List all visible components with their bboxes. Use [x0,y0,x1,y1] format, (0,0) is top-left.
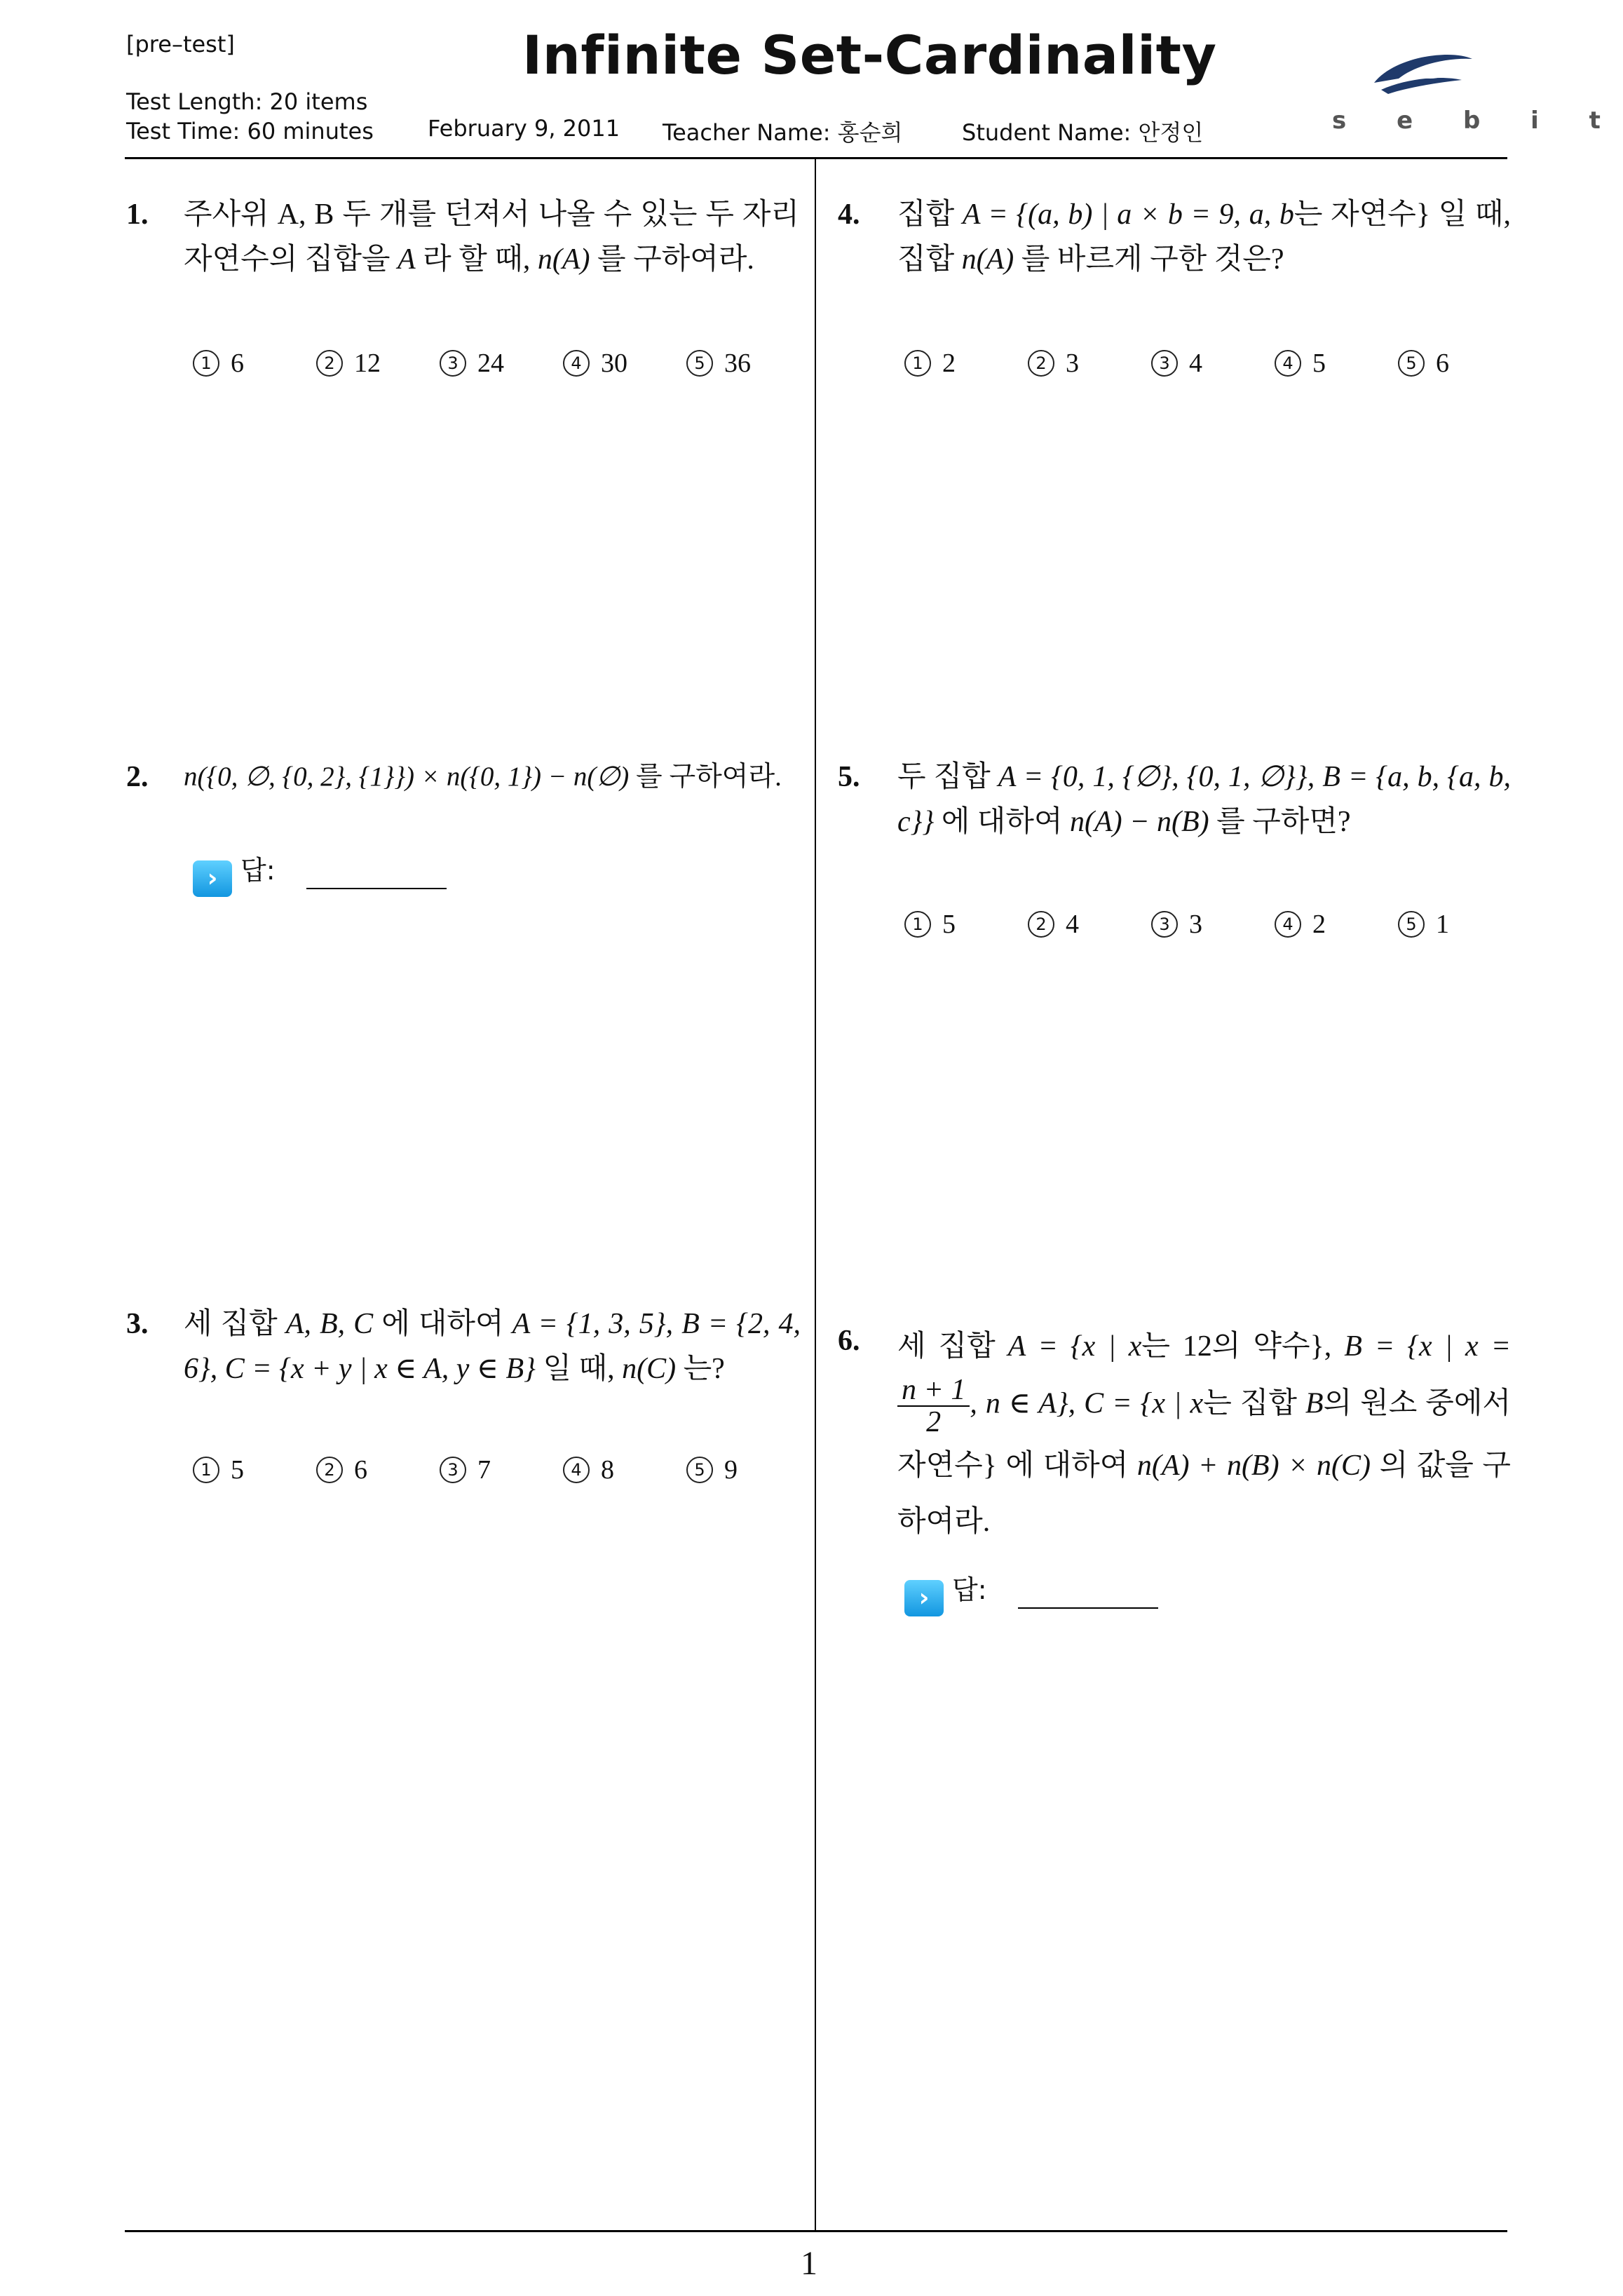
test-length: Test Length: 20 items [126,88,368,115]
teacher-name: Teacher Name: 홍순희 [663,119,903,146]
q4-text-a: 집합 [897,198,963,231]
q3-choice-5[interactable]: 5 9 [686,1454,810,1485]
q4-expr-a: A = {(a, b) | a × b = 9, a, b [962,198,1294,231]
question-4-number: 4. [838,198,860,231]
question-2-number: 2. [126,761,149,793]
q4-choice-5[interactable]: 5 6 [1398,348,1521,379]
sebit-logo [1332,49,1622,140]
q6-expr-a: A = {x | x [1007,1330,1142,1363]
question-4-text [897,192,1511,282]
q5-choice-3[interactable]: 3 3 [1151,909,1275,940]
student-name: Student Name: 안정인 [962,119,1204,146]
q1-var: A [398,243,416,276]
q4-text-c: 를 바르게 구한 것은? [1014,243,1284,276]
q1-choice-4[interactable]: 4 30 [563,348,686,379]
q1-text-c: 를 구하여라. [590,243,754,276]
q5-choice-2[interactable]: 2 4 [1028,909,1151,940]
q5-text-b: 에 대하여 [934,806,1071,838]
page-title: Infinite Set-Cardinality [522,24,1217,86]
q6-frac-num: n + 1 [897,1375,970,1407]
q6-text-b: 는 12의 약수}, [1141,1330,1332,1363]
q3-choice-4[interactable]: 4 8 [563,1454,686,1485]
q6-answer [904,1568,1158,1616]
logo-text: s e b i t [1332,107,1622,135]
column-divider [815,158,816,2231]
q2-answer-blank[interactable] [306,860,447,889]
q5-text-a: 두 집합 [897,761,998,793]
page-number: 1 [801,2245,817,2282]
q2-answer [193,849,447,897]
question-1-text [184,192,799,282]
q6-text-d: 의 원소 중에서 자연수} [897,1387,1512,1482]
answer-arrow-icon: › [904,1580,944,1616]
q6-expr-e: B [1305,1387,1324,1420]
question-2-text [184,755,801,799]
q1-expr: n(A) [537,243,590,276]
q4-choice-2[interactable]: 2 3 [1028,348,1151,379]
q6-answer-blank[interactable] [1018,1579,1158,1609]
header-rule [125,157,1507,159]
pre-test-label: [pre–test] [126,31,235,58]
q3-text-d: 는? [676,1353,725,1385]
question-5-text [897,755,1511,844]
question-3-choices [193,1454,810,1485]
question-1-number: 1. [126,198,149,231]
q6-text-c: 는 집합 [1203,1387,1305,1420]
q2-text: 를 구하여라. [629,762,782,792]
q5-choice-1[interactable]: 1 5 [904,909,1028,940]
q6-frac-den: 2 [926,1406,942,1438]
q4-choice-4[interactable]: 4 5 [1275,348,1398,379]
sebit-logo-mark [1332,49,1507,98]
q2-expr: n({0, ∅, {0, 2}, {1}}) × n({0, 1}) − n(∅) [184,762,630,792]
q2-answer-label: 답: [240,855,276,886]
q6-text-e: 에 대하여 [996,1450,1137,1482]
question-3-number: 3. [126,1308,149,1340]
footer-rule [125,2230,1507,2232]
question-5-choices [904,909,1521,940]
question-6-number: 6. [838,1325,860,1357]
q4-choice-3[interactable]: 3 4 [1151,348,1275,379]
q5-expr-a: A = {0, 1, {∅}, {0, 1, ∅}}, B = {a, b, {a, b, c}} [897,761,1512,838]
question-5-number: 5. [838,761,860,793]
q1-choice-1[interactable]: 1 6 [193,348,316,379]
q1-choice-3[interactable]: 3 24 [440,348,563,379]
q1-text-a: 주사위 A, B 두 개를 던져서 나올 수 있는 두 자리 자연수의 집합을 [184,198,799,276]
q3-text-a: 세 집합 [184,1308,286,1340]
q3-expr-a: A, B, C [285,1308,374,1340]
q3-expr-b: A = {1, 3, 5}, B = {2, 4, 6}, C = {x + y | x ∈ A, y ∈ B} [184,1308,801,1385]
answer-arrow-icon: › [193,860,232,897]
question-1-choices [193,348,810,379]
q3-choice-1[interactable]: 1 5 [193,1454,316,1485]
test-time: Test Time: 60 minutes [126,118,374,144]
q1-choice-5[interactable]: 5 36 [686,348,810,379]
q4-choice-1[interactable]: 1 2 [904,348,1028,379]
q6-expr-b: B = {x | x = [1344,1330,1511,1363]
q5-choice-4[interactable]: 4 2 [1275,909,1398,940]
q3-choice-3[interactable]: 3 7 [440,1454,563,1485]
question-3-text [184,1302,801,1391]
q5-choice-5[interactable]: 5 1 [1398,909,1521,940]
q3-text-c: 일 때, [535,1353,623,1385]
q3-text-b: 에 대하여 [373,1308,512,1340]
q4-expr-b: n(A) [961,243,1014,276]
test-date: February 9, 2011 [428,115,620,142]
q6-expr-f: n(A) + n(B) × n(C) [1136,1450,1371,1482]
q6-answer-label: 답: [952,1574,987,1605]
q3-expr-c: n(C) [622,1353,677,1385]
q5-text-c: 를 구하면? [1209,806,1351,838]
question-4-choices [904,348,1521,379]
q6-text-a: 세 집합 [897,1330,1008,1363]
question-6-text [897,1318,1511,1550]
q1-choice-2[interactable]: 2 12 [316,348,440,379]
q1-text-b: 라 할 때, [415,243,538,276]
q4-text-b: 는 자연수} 일 때, 집합 [897,198,1511,276]
q6-expr-c: , n ∈ A}, [970,1387,1076,1420]
q6-text-f: 의 값을 구하여라. [897,1450,1511,1538]
q6-fraction [897,1375,970,1438]
q3-choice-2[interactable]: 2 6 [316,1454,440,1485]
q6-expr-d: C = {x | x [1084,1387,1204,1420]
q5-expr-b: n(A) − n(B) [1070,806,1209,838]
